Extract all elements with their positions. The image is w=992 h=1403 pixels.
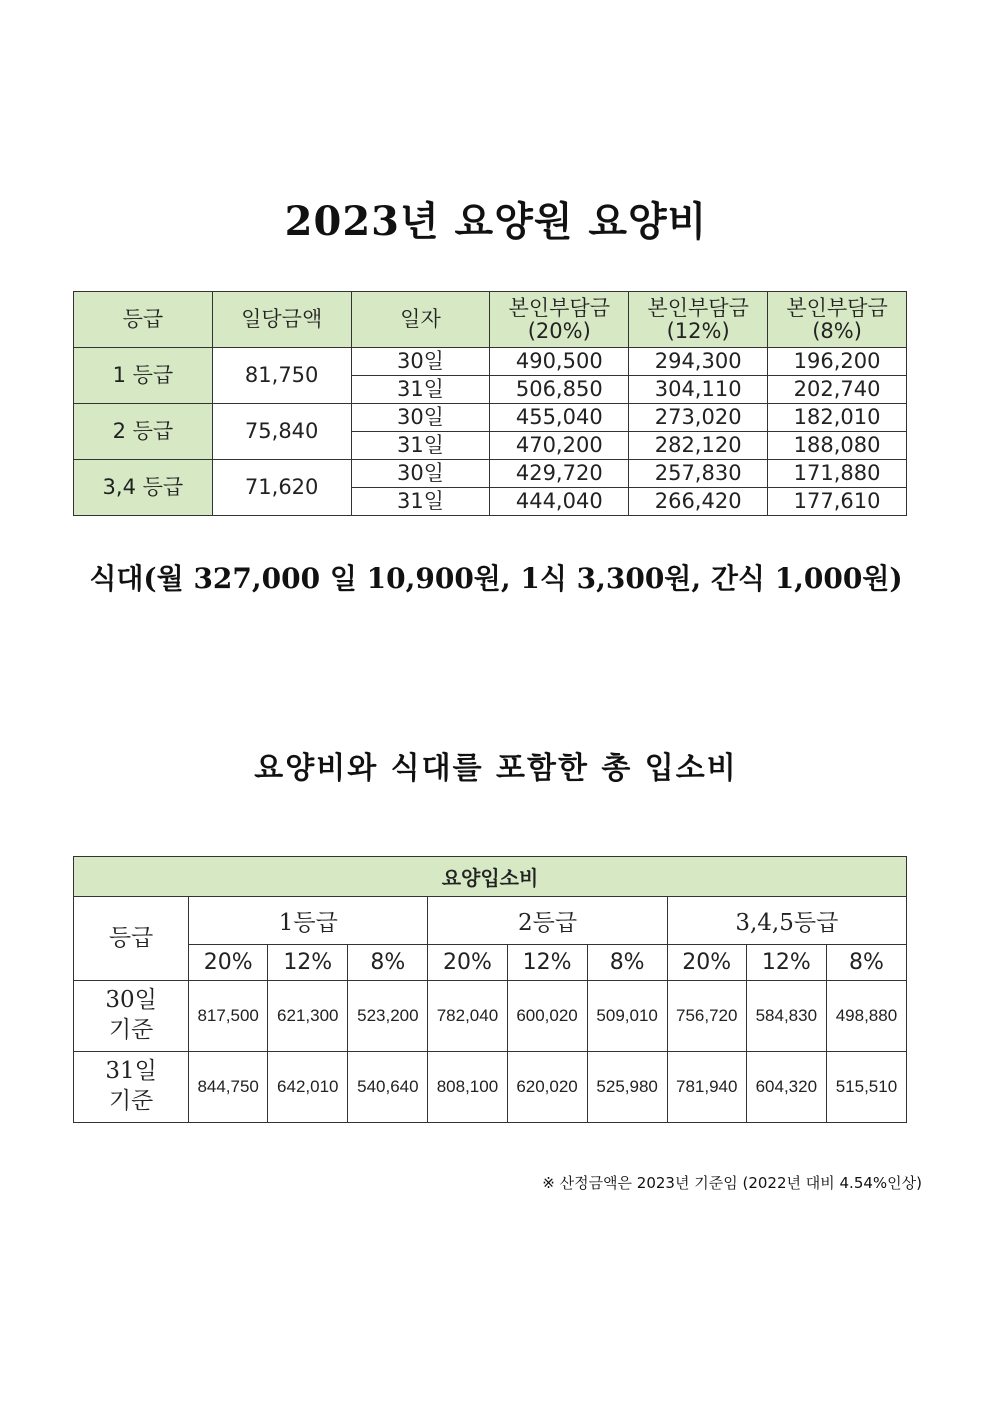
percent-cell: 8% (826, 945, 906, 981)
days-cell: 31일 (351, 432, 490, 460)
copay-12-cell: 304,110 (629, 376, 768, 404)
value-cell: 515,510 (826, 1052, 906, 1123)
total-cost-table (73, 856, 907, 1123)
group-grade-2: 2등급 (428, 897, 667, 945)
value-cell: 756,720 (667, 981, 746, 1052)
table-header-row (74, 292, 907, 348)
value-cell: 604,320 (746, 1052, 826, 1123)
copay-20-cell: 506,850 (490, 376, 629, 404)
group-grade-1: 1등급 (189, 897, 428, 945)
days-cell: 31일 (351, 376, 490, 404)
value-cell: 620,020 (507, 1052, 587, 1123)
copay-8-cell: 202,740 (768, 376, 907, 404)
percent-cell: 8% (348, 945, 428, 981)
row-label: 31일 기준 (74, 1052, 189, 1123)
table-row (74, 460, 907, 488)
days-cell: 30일 (351, 348, 490, 376)
footnote: ※ 산정금액은 2023년 기준임 (2022년 대비 4.54%인상) (542, 1174, 922, 1192)
copay-20-cell: 470,200 (490, 432, 629, 460)
meal-cost-text: 식대(월 327,000 일 10,900원, 1식 3,300원, 간식 1,000원) (89, 562, 903, 595)
header-copay-12: 본인부담금 (12%) (629, 292, 768, 348)
percent-cell: 8% (587, 945, 667, 981)
percent-row (74, 945, 907, 981)
percent-cell: 12% (268, 945, 348, 981)
copay-12-cell: 294,300 (629, 348, 768, 376)
table-row (74, 404, 907, 432)
grade-cell: 2 등급 (74, 404, 213, 460)
days-cell: 30일 (351, 404, 490, 432)
value-cell: 540,640 (348, 1052, 428, 1123)
grade-cell: 1 등급 (74, 348, 213, 404)
value-cell: 844,750 (189, 1052, 268, 1123)
value-cell: 817,500 (189, 981, 268, 1052)
value-cell: 621,300 (268, 981, 348, 1052)
percent-cell: 20% (428, 945, 507, 981)
value-cell: 498,880 (826, 981, 906, 1052)
table-row (74, 981, 907, 1052)
care-cost-table (73, 291, 907, 516)
row-label: 30일 기준 (74, 981, 189, 1052)
grade-group-row (74, 897, 907, 945)
copay-8-cell: 171,880 (768, 460, 907, 488)
header-grade: 등급 (74, 292, 213, 348)
daily-amount-cell: 71,620 (212, 460, 351, 516)
days-cell: 30일 (351, 460, 490, 488)
grade-cell: 3,4 등급 (74, 460, 213, 516)
value-cell: 600,020 (507, 981, 587, 1052)
table-row (74, 348, 907, 376)
percent-cell: 12% (507, 945, 587, 981)
header-copay-20: 본인부담금 (20%) (490, 292, 629, 348)
value-cell: 584,830 (746, 981, 826, 1052)
copay-12-cell: 257,830 (629, 460, 768, 488)
value-cell: 781,940 (667, 1052, 746, 1123)
table-header-title: 요양입소비 (74, 857, 907, 897)
value-cell: 509,010 (587, 981, 667, 1052)
section-subtitle: 요양비와 식대를 포함한 총 입소비 (254, 751, 738, 786)
percent-cell: 20% (667, 945, 746, 981)
copay-20-cell: 490,500 (490, 348, 629, 376)
copay-8-cell: 177,610 (768, 488, 907, 516)
header-daily-amount: 일당금액 (212, 292, 351, 348)
copay-8-cell: 196,200 (768, 348, 907, 376)
copay-20-cell: 444,040 (490, 488, 629, 516)
copay-8-cell: 182,010 (768, 404, 907, 432)
header-copay-8: 본인부담금 (8%) (768, 292, 907, 348)
copay-8-cell: 188,080 (768, 432, 907, 460)
header-days: 일자 (351, 292, 490, 348)
copay-12-cell: 266,420 (629, 488, 768, 516)
percent-cell: 12% (746, 945, 826, 981)
copay-12-cell: 273,020 (629, 404, 768, 432)
value-cell: 808,100 (428, 1052, 507, 1123)
percent-cell: 20% (189, 945, 268, 981)
value-cell: 523,200 (348, 981, 428, 1052)
value-cell: 782,040 (428, 981, 507, 1052)
value-cell: 642,010 (268, 1052, 348, 1123)
daily-amount-cell: 81,750 (212, 348, 351, 404)
grade-label: 등급 (74, 897, 189, 981)
table-header-row (74, 857, 907, 897)
days-cell: 31일 (351, 488, 490, 516)
copay-20-cell: 429,720 (490, 460, 629, 488)
daily-amount-cell: 75,840 (212, 404, 351, 460)
value-cell: 525,980 (587, 1052, 667, 1123)
group-grade-345: 3,4,5등급 (667, 897, 906, 945)
table-row (74, 1052, 907, 1123)
page-title: 2023년 요양원 요양비 (284, 198, 708, 245)
copay-12-cell: 282,120 (629, 432, 768, 460)
copay-20-cell: 455,040 (490, 404, 629, 432)
